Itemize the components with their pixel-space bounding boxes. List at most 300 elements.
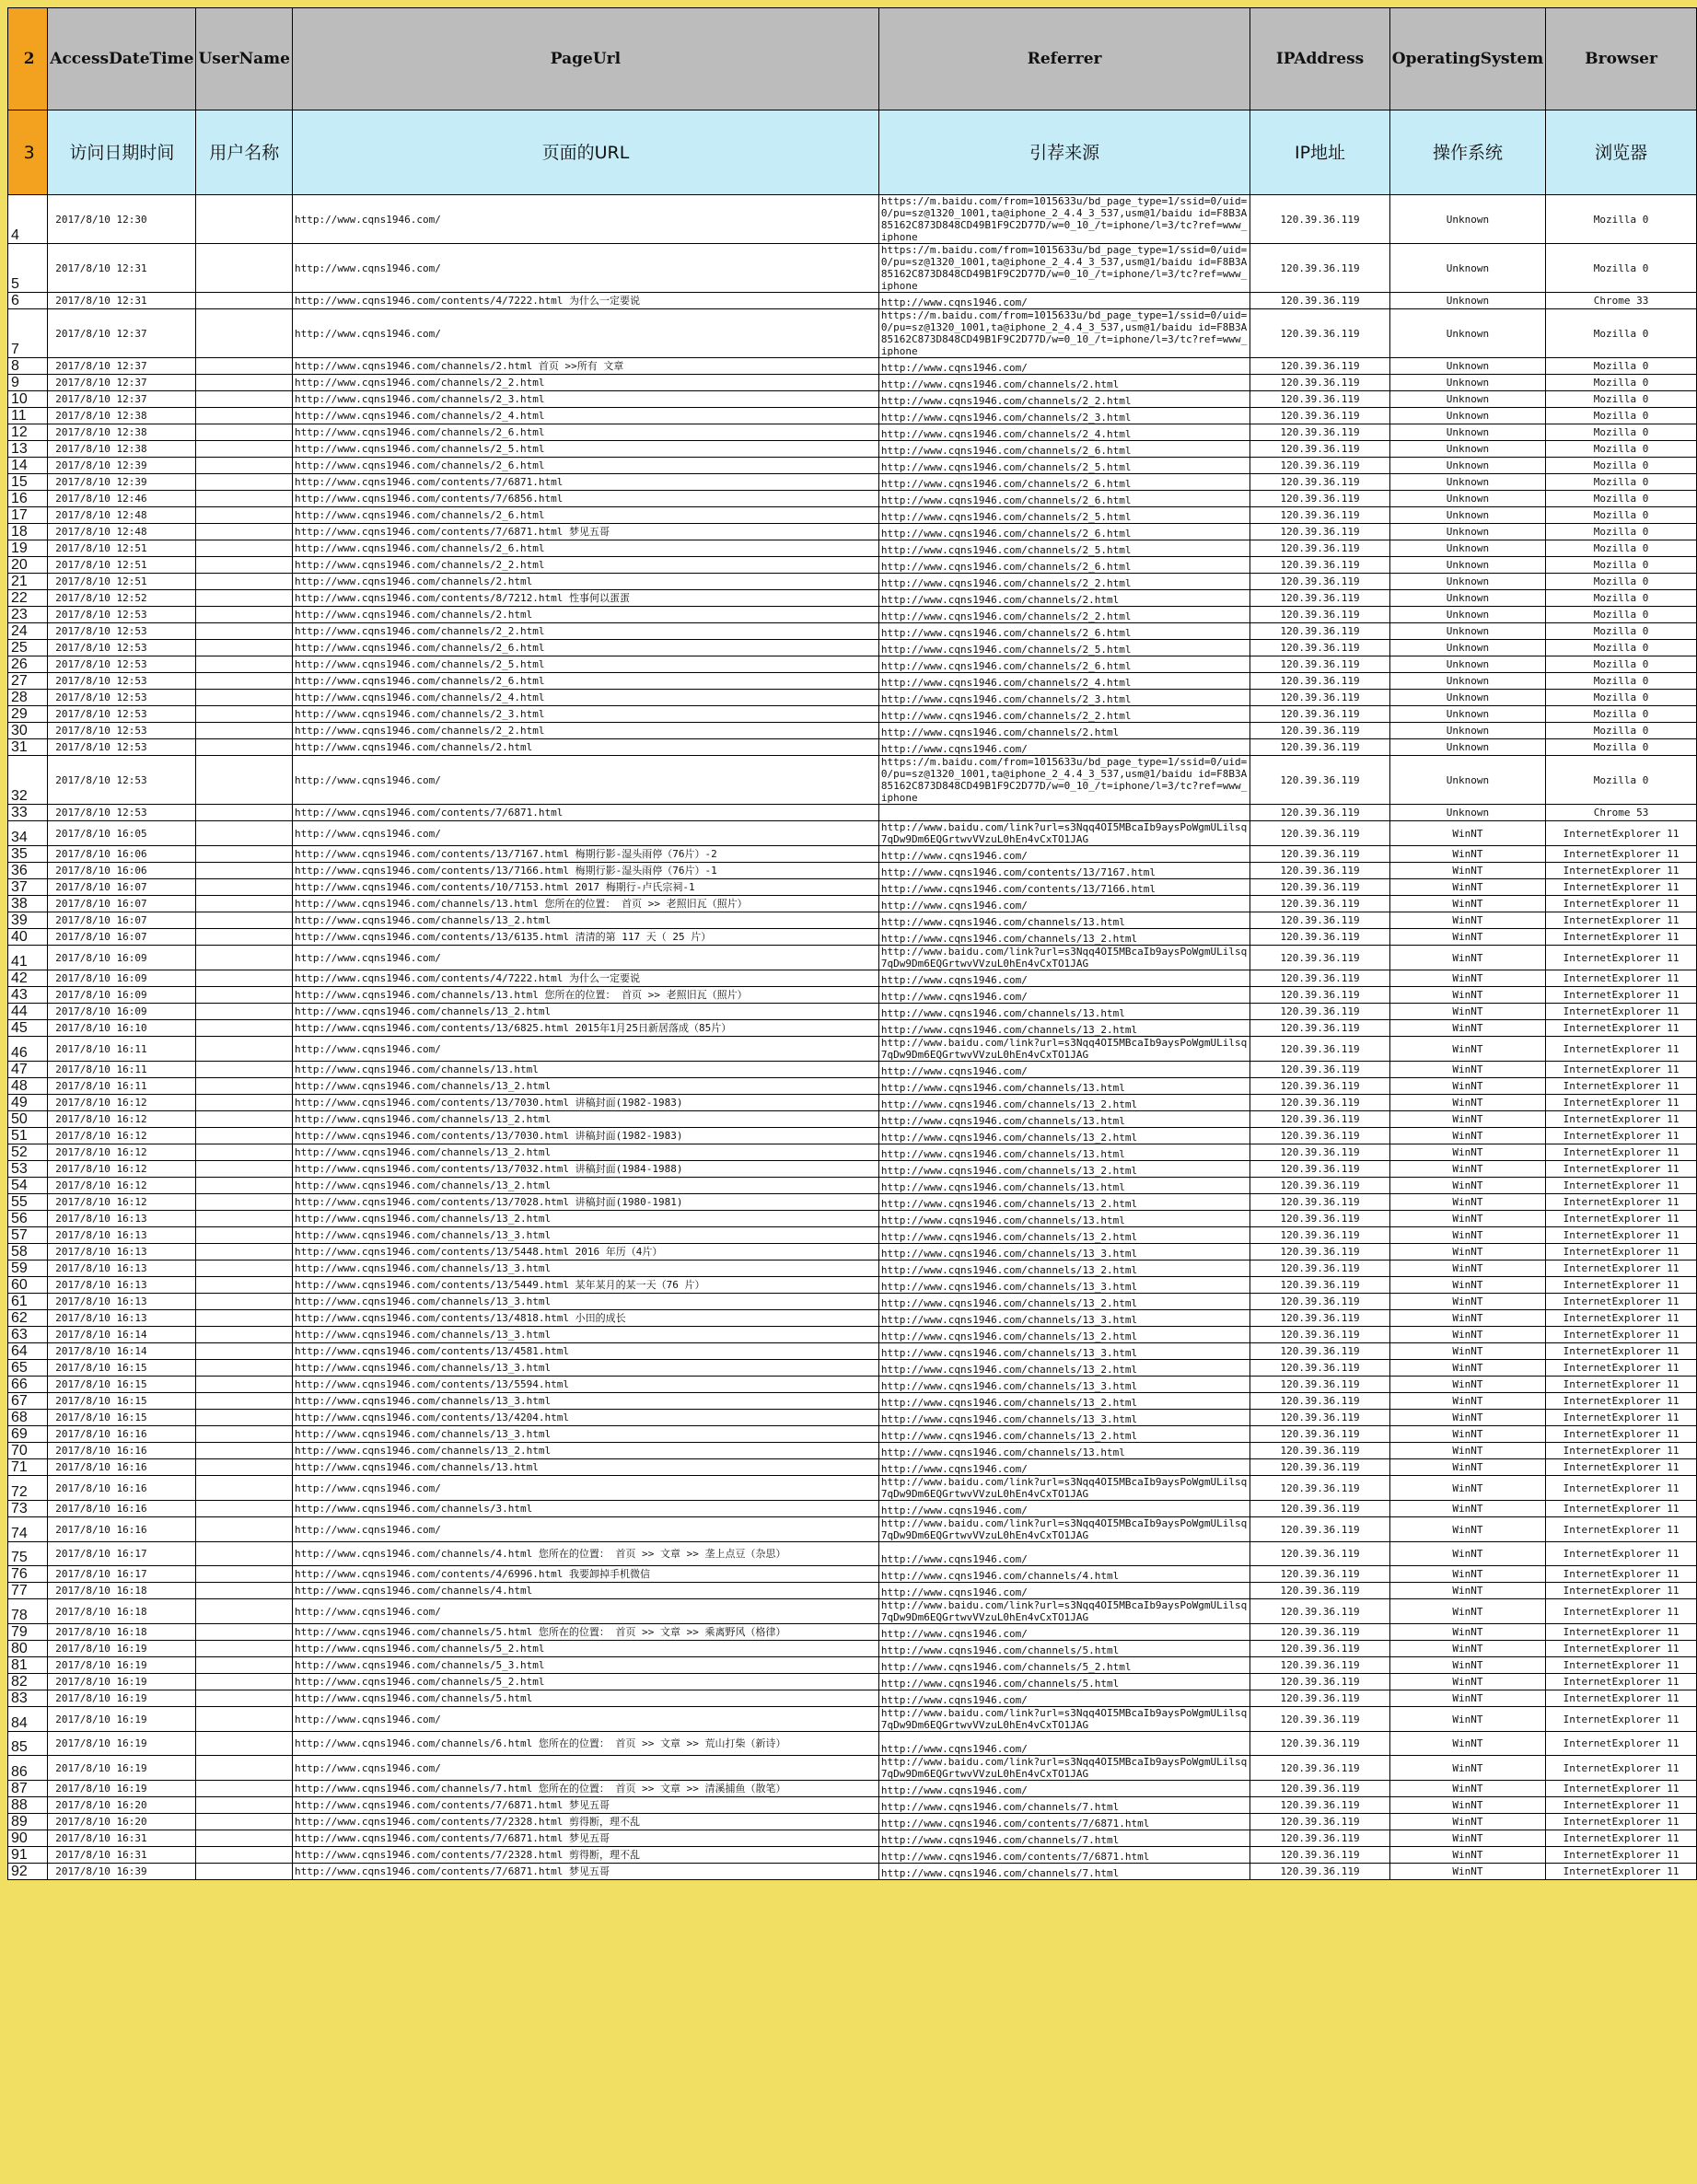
cell-page-url[interactable]: http://www.cqns1946.com/contents/7/6871.html [292, 805, 878, 821]
row-number[interactable]: 39 [8, 912, 48, 929]
cell-user-name[interactable] [196, 656, 293, 673]
row-number[interactable]: 91 [8, 1847, 48, 1864]
cell-page-url[interactable]: http://www.cqns1946.com/contents/13/7032.html 讲稿封面(1984-1988) [292, 1161, 878, 1178]
cell-referrer[interactable]: http://www.cqns1946.com/channels/13_3.html [878, 1410, 1250, 1426]
cell-user-name[interactable] [196, 293, 293, 309]
cell-referrer[interactable]: http://www.cqns1946.com/contents/7/6871.html [878, 1847, 1250, 1864]
cell-access-date-time[interactable]: 2017/8/10 16:16 [48, 1501, 196, 1517]
cell-referrer[interactable]: http://www.cqns1946.com/channels/13_2.html [878, 1393, 1250, 1410]
cell-access-date-time[interactable]: 2017/8/10 16:11 [48, 1078, 196, 1095]
cell-ip-address[interactable]: 120.39.36.119 [1250, 1294, 1389, 1310]
cell-page-url[interactable]: http://www.cqns1946.com/contents/13/5594.html [292, 1377, 878, 1393]
row-number[interactable]: 78 [8, 1599, 48, 1624]
cell-referrer[interactable]: http://www.cqns1946.com/channels/13_2.html [878, 1020, 1250, 1037]
cell-referrer[interactable]: https://m.baidu.com/from=1015633u/bd_page_type=1/ssid=0/uid=0/pu=sz@1320_1001,ta@iphone_2_4.4_3_537,usm@1/baidu id=F8B3A85162C873D848CD49B1F9C2D77D/w=0_10_/t=iphone/l=3/tc?ref=www_iphone [878, 244, 1250, 293]
cell-user-name[interactable] [196, 491, 293, 507]
cell-user-name[interactable] [196, 1476, 293, 1501]
cell-access-date-time[interactable]: 2017/8/10 16:17 [48, 1542, 196, 1566]
cell-browser[interactable]: InternetExplorer 11 [1546, 1128, 1697, 1144]
cell-ip-address[interactable]: 120.39.36.119 [1250, 1864, 1389, 1880]
cell-user-name[interactable] [196, 1459, 293, 1476]
cell-access-date-time[interactable]: 2017/8/10 16:19 [48, 1690, 196, 1707]
cell-user-name[interactable] [196, 1674, 293, 1690]
cell-access-date-time[interactable]: 2017/8/10 16:19 [48, 1756, 196, 1781]
cell-page-url[interactable]: http://www.cqns1946.com/channels/2_6.html [292, 424, 878, 441]
row-number[interactable]: 79 [8, 1624, 48, 1641]
cell-operating-system[interactable]: WinNT [1389, 1020, 1545, 1037]
cell-operating-system[interactable]: WinNT [1389, 1260, 1545, 1277]
cell-browser[interactable]: InternetExplorer 11 [1546, 970, 1697, 987]
cell-access-date-time[interactable]: 2017/8/10 16:13 [48, 1310, 196, 1327]
cell-referrer[interactable]: http://www.cqns1946.com/ [878, 1732, 1250, 1756]
cell-ip-address[interactable]: 120.39.36.119 [1250, 1657, 1389, 1674]
cell-access-date-time[interactable]: 2017/8/10 12:53 [48, 607, 196, 623]
cell-access-date-time[interactable]: 2017/8/10 16:07 [48, 896, 196, 912]
cell-access-date-time[interactable]: 2017/8/10 16:17 [48, 1566, 196, 1583]
header-referrer-zh[interactable]: 引荐来源 [878, 110, 1250, 195]
cell-ip-address[interactable]: 120.39.36.119 [1250, 805, 1389, 821]
cell-user-name[interactable] [196, 507, 293, 524]
cell-ip-address[interactable]: 120.39.36.119 [1250, 1194, 1389, 1211]
cell-browser[interactable]: Mozilla 0 [1546, 408, 1697, 424]
cell-access-date-time[interactable]: 2017/8/10 16:39 [48, 1864, 196, 1880]
cell-referrer[interactable]: http://www.cqns1946.com/channels/2.html [878, 375, 1250, 391]
cell-browser[interactable]: Mozilla 0 [1546, 524, 1697, 540]
cell-access-date-time[interactable]: 2017/8/10 16:12 [48, 1161, 196, 1178]
row-number[interactable]: 16 [8, 491, 48, 507]
row-number[interactable]: 27 [8, 673, 48, 690]
cell-referrer[interactable]: http://www.baidu.com/link?url=s3Nqq4OI5MBcaIb9aysPoWgmULilsq7qDw9Dm6EQGrtwvVVzuL0hEn4vCxTO1JAG [878, 1517, 1250, 1542]
cell-browser[interactable]: Mozilla 0 [1546, 540, 1697, 557]
row-number[interactable]: 64 [8, 1343, 48, 1360]
cell-operating-system[interactable]: WinNT [1389, 1426, 1545, 1443]
cell-user-name[interactable] [196, 1078, 293, 1095]
cell-referrer[interactable]: http://www.cqns1946.com/channels/13.html [878, 1078, 1250, 1095]
cell-ip-address[interactable]: 120.39.36.119 [1250, 1517, 1389, 1542]
header-ip-address[interactable]: IPAddress [1250, 8, 1389, 110]
cell-browser[interactable]: InternetExplorer 11 [1546, 846, 1697, 863]
row-number[interactable]: 84 [8, 1707, 48, 1732]
row-number[interactable]: 68 [8, 1410, 48, 1426]
cell-user-name[interactable] [196, 1426, 293, 1443]
cell-user-name[interactable] [196, 391, 293, 408]
cell-access-date-time[interactable]: 2017/8/10 16:15 [48, 1410, 196, 1426]
cell-referrer[interactable]: http://www.cqns1946.com/ [878, 1781, 1250, 1797]
row-number[interactable]: 54 [8, 1178, 48, 1194]
cell-user-name[interactable] [196, 821, 293, 846]
cell-browser[interactable]: InternetExplorer 11 [1546, 1410, 1697, 1426]
cell-access-date-time[interactable]: 2017/8/10 12:39 [48, 458, 196, 474]
cell-referrer[interactable]: http://www.cqns1946.com/channels/13_3.html [878, 1377, 1250, 1393]
row-number[interactable]: 41 [8, 946, 48, 970]
cell-user-name[interactable] [196, 1144, 293, 1161]
cell-user-name[interactable] [196, 896, 293, 912]
row-number[interactable]: 38 [8, 896, 48, 912]
cell-browser[interactable]: InternetExplorer 11 [1546, 1443, 1697, 1459]
cell-browser[interactable]: InternetExplorer 11 [1546, 1393, 1697, 1410]
cell-operating-system[interactable]: WinNT [1389, 821, 1545, 846]
cell-browser[interactable]: Mozilla 0 [1546, 309, 1697, 358]
cell-referrer[interactable]: http://www.baidu.com/link?url=s3Nqq4OI5MBcaIb9aysPoWgmULilsq7qDw9Dm6EQGrtwvVVzuL0hEn4vCxTO1JAG [878, 1707, 1250, 1732]
cell-user-name[interactable] [196, 1128, 293, 1144]
cell-access-date-time[interactable]: 2017/8/10 16:12 [48, 1111, 196, 1128]
cell-browser[interactable]: InternetExplorer 11 [1546, 987, 1697, 1004]
row-number[interactable]: 30 [8, 723, 48, 739]
cell-operating-system[interactable]: Unknown [1389, 540, 1545, 557]
cell-operating-system[interactable]: WinNT [1389, 1327, 1545, 1343]
cell-operating-system[interactable]: WinNT [1389, 1814, 1545, 1830]
row-number[interactable]: 31 [8, 739, 48, 756]
row-number[interactable]: 90 [8, 1830, 48, 1847]
cell-ip-address[interactable]: 120.39.36.119 [1250, 1244, 1389, 1260]
row-number[interactable]: 35 [8, 846, 48, 863]
cell-browser[interactable]: InternetExplorer 11 [1546, 1756, 1697, 1781]
cell-page-url[interactable]: http://www.cqns1946.com/contents/13/7030.html 讲稿封面(1982-1983) [292, 1128, 878, 1144]
cell-user-name[interactable] [196, 1260, 293, 1277]
cell-user-name[interactable] [196, 1037, 293, 1062]
cell-ip-address[interactable]: 120.39.36.119 [1250, 507, 1389, 524]
cell-page-url[interactable]: http://www.cqns1946.com/channels/2.html 首页 >>所有 文章 [292, 358, 878, 375]
cell-ip-address[interactable]: 120.39.36.119 [1250, 1566, 1389, 1583]
cell-page-url[interactable]: http://www.cqns1946.com/contents/4/7222.html 为什么一定要说 [292, 970, 878, 987]
cell-page-url[interactable]: http://www.cqns1946.com/channels/3.html [292, 1501, 878, 1517]
cell-referrer[interactable]: http://www.cqns1946.com/ [878, 1624, 1250, 1641]
cell-access-date-time[interactable]: 2017/8/10 12:38 [48, 424, 196, 441]
row-number[interactable]: 52 [8, 1144, 48, 1161]
row-number[interactable]: 85 [8, 1732, 48, 1756]
cell-operating-system[interactable]: WinNT [1389, 1476, 1545, 1501]
cell-page-url[interactable]: http://www.cqns1946.com/ [292, 1599, 878, 1624]
cell-operating-system[interactable]: Unknown [1389, 507, 1545, 524]
cell-browser[interactable]: Mozilla 0 [1546, 491, 1697, 507]
cell-ip-address[interactable]: 120.39.36.119 [1250, 607, 1389, 623]
cell-referrer[interactable]: http://www.baidu.com/link?url=s3Nqq4OI5MBcaIb9aysPoWgmULilsq7qDw9Dm6EQGrtwvVVzuL0hEn4vCxTO1JAG [878, 946, 1250, 970]
cell-user-name[interactable] [196, 1797, 293, 1814]
cell-ip-address[interactable]: 120.39.36.119 [1250, 656, 1389, 673]
cell-referrer[interactable]: http://www.cqns1946.com/channels/2_2.html [878, 607, 1250, 623]
cell-ip-address[interactable]: 120.39.36.119 [1250, 574, 1389, 590]
cell-user-name[interactable] [196, 879, 293, 896]
row-number[interactable]: 80 [8, 1641, 48, 1657]
cell-browser[interactable]: InternetExplorer 11 [1546, 1501, 1697, 1517]
cell-page-url[interactable]: http://www.cqns1946.com/channels/4.html 您所在的位置： 首页 >> 文章 >> 垄上点豆（杂思） [292, 1542, 878, 1566]
cell-browser[interactable]: InternetExplorer 11 [1546, 1294, 1697, 1310]
cell-access-date-time[interactable]: 2017/8/10 16:07 [48, 879, 196, 896]
cell-referrer[interactable]: http://www.cqns1946.com/channels/13_2.html [878, 1327, 1250, 1343]
row-number[interactable]: 51 [8, 1128, 48, 1144]
cell-user-name[interactable] [196, 623, 293, 640]
cell-referrer[interactable]: http://www.cqns1946.com/ [878, 358, 1250, 375]
cell-referrer[interactable]: http://www.cqns1946.com/channels/2_2.html [878, 574, 1250, 590]
cell-access-date-time[interactable]: 2017/8/10 12:46 [48, 491, 196, 507]
cell-referrer[interactable]: http://www.cqns1946.com/ [878, 1062, 1250, 1078]
cell-access-date-time[interactable]: 2017/8/10 12:48 [48, 524, 196, 540]
cell-user-name[interactable] [196, 805, 293, 821]
cell-access-date-time[interactable]: 2017/8/10 12:53 [48, 739, 196, 756]
cell-access-date-time[interactable]: 2017/8/10 16:18 [48, 1583, 196, 1599]
cell-ip-address[interactable]: 120.39.36.119 [1250, 1327, 1389, 1343]
cell-user-name[interactable] [196, 1641, 293, 1657]
cell-page-url[interactable]: http://www.cqns1946.com/ [292, 1037, 878, 1062]
cell-operating-system[interactable]: Unknown [1389, 458, 1545, 474]
cell-browser[interactable]: InternetExplorer 11 [1546, 1004, 1697, 1020]
cell-ip-address[interactable]: 120.39.36.119 [1250, 1814, 1389, 1830]
cell-page-url[interactable]: http://www.cqns1946.com/channels/2_4.html [292, 408, 878, 424]
cell-user-name[interactable] [196, 1814, 293, 1830]
cell-operating-system[interactable]: WinNT [1389, 1062, 1545, 1078]
cell-browser[interactable]: InternetExplorer 11 [1546, 896, 1697, 912]
cell-user-name[interactable] [196, 929, 293, 946]
cell-operating-system[interactable]: WinNT [1389, 1343, 1545, 1360]
cell-referrer[interactable]: http://www.cqns1946.com/channels/13.html [878, 1004, 1250, 1020]
cell-browser[interactable]: Mozilla 0 [1546, 607, 1697, 623]
row-number[interactable]: 23 [8, 607, 48, 623]
cell-user-name[interactable] [196, 424, 293, 441]
cell-operating-system[interactable]: WinNT [1389, 1707, 1545, 1732]
cell-ip-address[interactable]: 120.39.36.119 [1250, 358, 1389, 375]
row-number[interactable]: 29 [8, 706, 48, 723]
cell-page-url[interactable]: http://www.cqns1946.com/contents/4/6996.html 我要卸掉手机微信 [292, 1566, 878, 1583]
cell-operating-system[interactable]: WinNT [1389, 1732, 1545, 1756]
cell-ip-address[interactable]: 120.39.36.119 [1250, 391, 1389, 408]
cell-user-name[interactable] [196, 1095, 293, 1111]
cell-referrer[interactable]: http://www.cqns1946.com/channels/2_5.html [878, 640, 1250, 656]
cell-page-url[interactable]: http://www.cqns1946.com/contents/13/5448.html 2016 年历（4片） [292, 1244, 878, 1260]
cell-operating-system[interactable]: WinNT [1389, 1542, 1545, 1566]
cell-ip-address[interactable]: 120.39.36.119 [1250, 1847, 1389, 1864]
cell-browser[interactable]: InternetExplorer 11 [1546, 1864, 1697, 1880]
cell-access-date-time[interactable]: 2017/8/10 16:07 [48, 929, 196, 946]
cell-operating-system[interactable]: Unknown [1389, 375, 1545, 391]
cell-access-date-time[interactable]: 2017/8/10 16:05 [48, 821, 196, 846]
cell-browser[interactable]: InternetExplorer 11 [1546, 929, 1697, 946]
cell-referrer[interactable]: http://www.cqns1946.com/channels/13_2.html [878, 1260, 1250, 1277]
cell-operating-system[interactable]: Unknown [1389, 805, 1545, 821]
cell-page-url[interactable]: http://www.cqns1946.com/contents/13/7030.html 讲稿封面(1982-1983) [292, 1095, 878, 1111]
cell-browser[interactable]: InternetExplorer 11 [1546, 1641, 1697, 1657]
cell-access-date-time[interactable]: 2017/8/10 16:15 [48, 1360, 196, 1377]
cell-ip-address[interactable]: 120.39.36.119 [1250, 970, 1389, 987]
cell-browser[interactable]: Mozilla 0 [1546, 756, 1697, 805]
row-number[interactable]: 32 [8, 756, 48, 805]
cell-referrer[interactable]: http://www.cqns1946.com/channels/13_3.html [878, 1310, 1250, 1327]
cell-user-name[interactable] [196, 1847, 293, 1864]
cell-user-name[interactable] [196, 1062, 293, 1078]
row-number[interactable]: 89 [8, 1814, 48, 1830]
cell-operating-system[interactable]: WinNT [1389, 1517, 1545, 1542]
cell-browser[interactable]: Mozilla 0 [1546, 195, 1697, 244]
cell-access-date-time[interactable]: 2017/8/10 16:11 [48, 1062, 196, 1078]
cell-user-name[interactable] [196, 1211, 293, 1227]
cell-ip-address[interactable]: 120.39.36.119 [1250, 623, 1389, 640]
cell-ip-address[interactable]: 120.39.36.119 [1250, 1360, 1389, 1377]
cell-operating-system[interactable]: WinNT [1389, 896, 1545, 912]
row-number[interactable]: 47 [8, 1062, 48, 1078]
cell-ip-address[interactable]: 120.39.36.119 [1250, 1161, 1389, 1178]
cell-browser[interactable]: InternetExplorer 11 [1546, 1260, 1697, 1277]
cell-browser[interactable]: InternetExplorer 11 [1546, 863, 1697, 879]
cell-browser[interactable]: Chrome 33 [1546, 293, 1697, 309]
cell-referrer[interactable]: http://www.cqns1946.com/channels/7.html [878, 1830, 1250, 1847]
cell-user-name[interactable] [196, 846, 293, 863]
cell-page-url[interactable]: http://www.cqns1946.com/ [292, 244, 878, 293]
cell-operating-system[interactable]: Unknown [1389, 474, 1545, 491]
cell-browser[interactable]: InternetExplorer 11 [1546, 946, 1697, 970]
cell-page-url[interactable]: http://www.cqns1946.com/contents/10/7153.html 2017 梅期行-卢氏宗祠-1 [292, 879, 878, 896]
cell-browser[interactable]: InternetExplorer 11 [1546, 1144, 1697, 1161]
cell-browser[interactable]: InternetExplorer 11 [1546, 1037, 1697, 1062]
cell-ip-address[interactable]: 120.39.36.119 [1250, 1260, 1389, 1277]
cell-user-name[interactable] [196, 1161, 293, 1178]
cell-operating-system[interactable]: WinNT [1389, 1797, 1545, 1814]
cell-ip-address[interactable]: 120.39.36.119 [1250, 706, 1389, 723]
cell-page-url[interactable]: http://www.cqns1946.com/channels/13_3.html [292, 1327, 878, 1343]
cell-user-name[interactable] [196, 1343, 293, 1360]
cell-page-url[interactable]: http://www.cqns1946.com/channels/13_2.html [292, 1078, 878, 1095]
cell-ip-address[interactable]: 120.39.36.119 [1250, 1410, 1389, 1426]
cell-browser[interactable]: InternetExplorer 11 [1546, 1781, 1697, 1797]
cell-user-name[interactable] [196, 946, 293, 970]
header-operating-system[interactable]: OperatingSystem [1389, 8, 1545, 110]
cell-browser[interactable]: InternetExplorer 11 [1546, 1583, 1697, 1599]
cell-page-url[interactable]: http://www.cqns1946.com/channels/2_2.html [292, 375, 878, 391]
cell-operating-system[interactable]: Unknown [1389, 309, 1545, 358]
cell-operating-system[interactable]: WinNT [1389, 970, 1545, 987]
cell-referrer[interactable]: http://www.cqns1946.com/channels/13.html [878, 1178, 1250, 1194]
cell-ip-address[interactable]: 120.39.36.119 [1250, 309, 1389, 358]
row-number[interactable]: 70 [8, 1443, 48, 1459]
cell-access-date-time[interactable]: 2017/8/10 16:20 [48, 1814, 196, 1830]
cell-referrer[interactable]: http://www.baidu.com/link?url=s3Nqq4OI5MBcaIb9aysPoWgmULilsq7qDw9Dm6EQGrtwvVVzuL0hEn4vCxTO1JAG [878, 821, 1250, 846]
cell-user-name[interactable] [196, 1542, 293, 1566]
cell-referrer[interactable]: http://www.cqns1946.com/ [878, 1501, 1250, 1517]
cell-access-date-time[interactable]: 2017/8/10 16:19 [48, 1657, 196, 1674]
cell-user-name[interactable] [196, 1244, 293, 1260]
cell-browser[interactable]: InternetExplorer 11 [1546, 1797, 1697, 1814]
cell-referrer[interactable]: http://www.cqns1946.com/channels/2_4.html [878, 424, 1250, 441]
cell-ip-address[interactable]: 120.39.36.119 [1250, 896, 1389, 912]
cell-user-name[interactable] [196, 640, 293, 656]
cell-page-url[interactable]: http://www.cqns1946.com/ [292, 1707, 878, 1732]
cell-referrer[interactable]: http://www.cqns1946.com/channels/2_6.html [878, 557, 1250, 574]
cell-access-date-time[interactable]: 2017/8/10 16:13 [48, 1294, 196, 1310]
cell-user-name[interactable] [196, 524, 293, 540]
cell-page-url[interactable]: http://www.cqns1946.com/contents/7/6871.html [292, 474, 878, 491]
row-number[interactable]: 83 [8, 1690, 48, 1707]
cell-ip-address[interactable]: 120.39.36.119 [1250, 1227, 1389, 1244]
row-number[interactable]: 40 [8, 929, 48, 946]
cell-page-url[interactable]: http://www.cqns1946.com/channels/13_2.html [292, 912, 878, 929]
cell-access-date-time[interactable]: 2017/8/10 12:30 [48, 195, 196, 244]
cell-operating-system[interactable]: WinNT [1389, 1194, 1545, 1211]
cell-operating-system[interactable]: Unknown [1389, 491, 1545, 507]
cell-access-date-time[interactable]: 2017/8/10 16:13 [48, 1244, 196, 1260]
cell-ip-address[interactable]: 120.39.36.119 [1250, 1599, 1389, 1624]
cell-ip-address[interactable]: 120.39.36.119 [1250, 441, 1389, 458]
cell-browser[interactable]: Mozilla 0 [1546, 391, 1697, 408]
cell-page-url[interactable]: http://www.cqns1946.com/channels/2_6.html [292, 640, 878, 656]
cell-referrer[interactable]: http://www.baidu.com/link?url=s3Nqq4OI5MBcaIb9aysPoWgmULilsq7qDw9Dm6EQGrtwvVVzuL0hEn4vCxTO1JAG [878, 1599, 1250, 1624]
cell-ip-address[interactable]: 120.39.36.119 [1250, 640, 1389, 656]
cell-page-url[interactable]: http://www.cqns1946.com/channels/13_3.html [292, 1360, 878, 1377]
cell-page-url[interactable]: http://www.cqns1946.com/channels/5_3.html [292, 1657, 878, 1674]
row-number[interactable]: 10 [8, 391, 48, 408]
cell-access-date-time[interactable]: 2017/8/10 16:19 [48, 1674, 196, 1690]
cell-page-url[interactable]: http://www.cqns1946.com/channels/13_2.html [292, 1111, 878, 1128]
cell-operating-system[interactable]: WinNT [1389, 1227, 1545, 1244]
cell-ip-address[interactable]: 120.39.36.119 [1250, 1443, 1389, 1459]
cell-user-name[interactable] [196, 970, 293, 987]
row-number[interactable]: 7 [8, 309, 48, 358]
row-number[interactable]: 74 [8, 1517, 48, 1542]
cell-referrer[interactable]: http://www.cqns1946.com/channels/13_2.html [878, 1194, 1250, 1211]
cell-operating-system[interactable]: Unknown [1389, 656, 1545, 673]
header-page-url-zh[interactable]: 页面的URL [292, 110, 878, 195]
cell-operating-system[interactable]: Unknown [1389, 706, 1545, 723]
cell-access-date-time[interactable]: 2017/8/10 12:38 [48, 408, 196, 424]
cell-user-name[interactable] [196, 1781, 293, 1797]
cell-page-url[interactable]: http://www.cqns1946.com/contents/7/6871.html 梦见五哥 [292, 1864, 878, 1880]
cell-access-date-time[interactable]: 2017/8/10 16:12 [48, 1144, 196, 1161]
row-number[interactable]: 8 [8, 358, 48, 375]
header-user-name[interactable]: UserName [196, 8, 293, 110]
cell-operating-system[interactable]: WinNT [1389, 1294, 1545, 1310]
cell-user-name[interactable] [196, 1377, 293, 1393]
cell-ip-address[interactable]: 120.39.36.119 [1250, 1542, 1389, 1566]
cell-access-date-time[interactable]: 2017/8/10 12:51 [48, 574, 196, 590]
row-number[interactable]: 26 [8, 656, 48, 673]
cell-operating-system[interactable]: Unknown [1389, 195, 1545, 244]
row-number[interactable]: 55 [8, 1194, 48, 1211]
row-number[interactable]: 86 [8, 1756, 48, 1781]
cell-page-url[interactable]: http://www.cqns1946.com/channels/5.html [292, 1690, 878, 1707]
cell-operating-system[interactable]: WinNT [1389, 1095, 1545, 1111]
cell-page-url[interactable]: http://www.cqns1946.com/contents/8/7212.html 性事何以蛋蛋 [292, 590, 878, 607]
cell-operating-system[interactable]: Unknown [1389, 244, 1545, 293]
cell-browser[interactable]: InternetExplorer 11 [1546, 1814, 1697, 1830]
cell-ip-address[interactable]: 120.39.36.119 [1250, 424, 1389, 441]
cell-operating-system[interactable]: WinNT [1389, 1161, 1545, 1178]
cell-access-date-time[interactable]: 2017/8/10 16:12 [48, 1178, 196, 1194]
cell-operating-system[interactable]: WinNT [1389, 1410, 1545, 1426]
cell-operating-system[interactable]: WinNT [1389, 1756, 1545, 1781]
cell-user-name[interactable] [196, 690, 293, 706]
cell-referrer[interactable]: http://www.cqns1946.com/channels/2.html [878, 723, 1250, 739]
cell-referrer[interactable]: http://www.baidu.com/link?url=s3Nqq4OI5MBcaIb9aysPoWgmULilsq7qDw9Dm6EQGrtwvVVzuL0hEn4vCxTO1JAG [878, 1037, 1250, 1062]
cell-referrer[interactable]: http://www.cqns1946.com/channels/2_6.html [878, 623, 1250, 640]
cell-operating-system[interactable]: WinNT [1389, 929, 1545, 946]
cell-page-url[interactable]: http://www.cqns1946.com/channels/2_5.html [292, 441, 878, 458]
cell-ip-address[interactable]: 120.39.36.119 [1250, 1377, 1389, 1393]
row-number[interactable]: 50 [8, 1111, 48, 1128]
cell-operating-system[interactable]: WinNT [1389, 879, 1545, 896]
cell-referrer[interactable]: http://www.cqns1946.com/ [878, 739, 1250, 756]
cell-access-date-time[interactable]: 2017/8/10 12:52 [48, 590, 196, 607]
cell-access-date-time[interactable]: 2017/8/10 16:09 [48, 1004, 196, 1020]
row-number[interactable]: 53 [8, 1161, 48, 1178]
cell-operating-system[interactable]: Unknown [1389, 690, 1545, 706]
cell-access-date-time[interactable]: 2017/8/10 16:13 [48, 1260, 196, 1277]
cell-access-date-time[interactable]: 2017/8/10 16:14 [48, 1343, 196, 1360]
cell-referrer[interactable]: http://www.cqns1946.com/channels/5_2.html [878, 1657, 1250, 1674]
cell-page-url[interactable]: http://www.cqns1946.com/channels/13_2.html [292, 1144, 878, 1161]
row-number[interactable]: 73 [8, 1501, 48, 1517]
row-number[interactable]: 15 [8, 474, 48, 491]
header-access-date-time-zh[interactable]: 访问日期时间 [48, 110, 196, 195]
row-number[interactable]: 88 [8, 1797, 48, 1814]
cell-ip-address[interactable]: 120.39.36.119 [1250, 821, 1389, 846]
cell-user-name[interactable] [196, 1410, 293, 1426]
